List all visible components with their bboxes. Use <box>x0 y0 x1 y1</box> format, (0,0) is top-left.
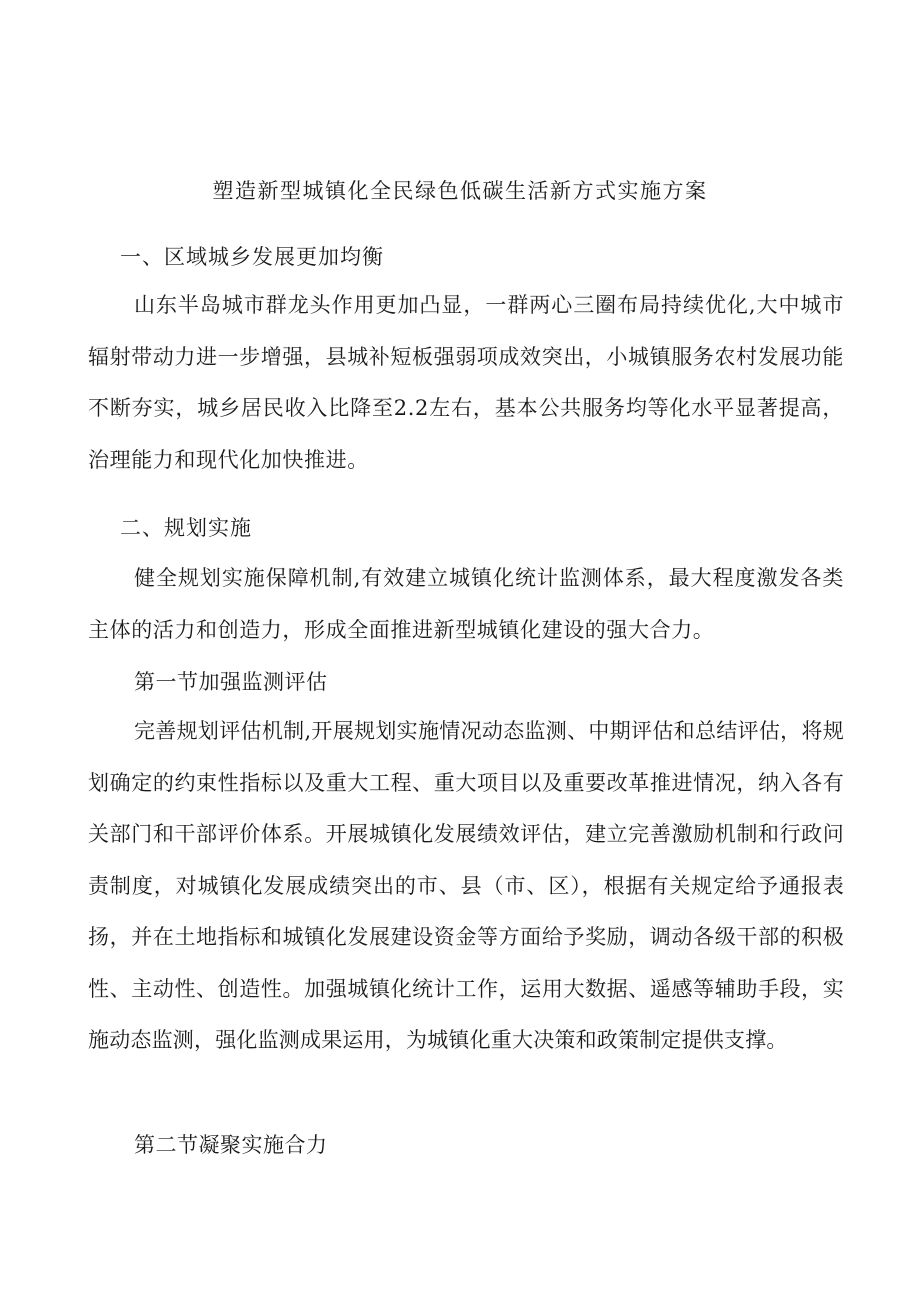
section-heading-planning-implementation: 二、规划实施 <box>120 516 252 540</box>
document-title: 塑造新型城镇化全民绿色低碳生活新方式实施方案 <box>212 179 708 203</box>
subsection-heading-monitoring: 第一节加强监测评估 <box>134 670 328 694</box>
section-heading-regional-balance: 一、区域城乡发展更加均衡 <box>120 245 384 269</box>
paragraph-regional-balance: 山东半岛城市群龙头作用更加凸显，一群两心三圈布局持续优化,大中城市辐射带动力进一步增强，县城补短板强弱项成效突出，小城镇服务农村发展功能不断夯实，城乡居民收入比降至2.2左右，基本公共服务均等化水平显著提高，治理能力和现代化加快推进。 <box>88 293 844 472</box>
subsection-heading-joint-force: 第二节凝聚实施合力 <box>134 1133 328 1157</box>
paragraph-monitoring: 完善规划评估机制,开展规划实施情况动态监测、中期评估和总结评估，将规划确定的约束性指标以及重大工程、重大项目以及重要改革推进情况，纳入各有关部门和干部评价体系。开展城镇化发展绩效评估，建立完善激励机制和行政问责制度，对城镇化发展成绩突出的市、县（市、区），根据有关规定给予通报表扬，并在土地指标和城镇化发展建设资金等方面给予奖励，调动各级干部的积极性、主动性、创造性。加强城镇化统计工作，运用大数据、遥感等辅助手段，实施动态监测，强化监测成果运用，为城镇化重大决策和政策制定提供支撑。 <box>88 719 844 1052</box>
paragraph-planning-implementation: 健全规划实施保障机制,有效建立城镇化统计监测体系，最大程度激发各类主体的活力和创造力，形成全面推进新型城镇化建设的强大合力。 <box>88 566 844 642</box>
